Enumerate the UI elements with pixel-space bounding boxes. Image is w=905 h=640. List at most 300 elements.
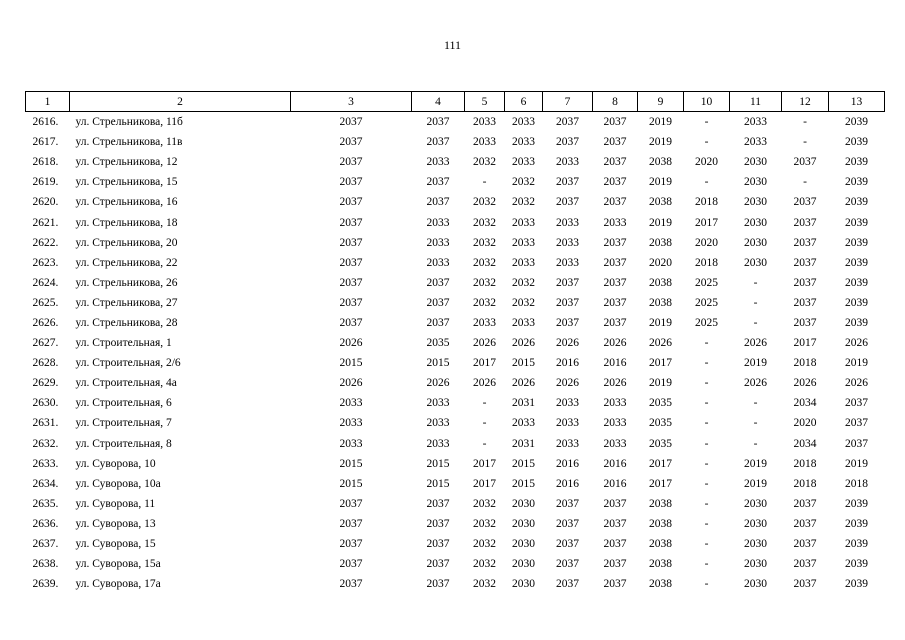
year-cell: 2037 — [793, 216, 817, 229]
year-cell: 2016 — [603, 477, 627, 490]
year-cell: 2037 — [603, 538, 627, 551]
year-cell: - — [704, 397, 709, 410]
row-number-cell: 2627. — [32, 337, 59, 350]
year-cell: 2038 — [649, 497, 672, 510]
year-cell: 2025 — [695, 296, 718, 309]
year-cell: 2026 — [603, 337, 627, 350]
row-number-cell: 2633. — [32, 457, 59, 470]
table-row — [26, 313, 885, 333]
year-cell: 2039 — [845, 136, 868, 149]
address-cell: ул. Строительная, 1 — [75, 337, 172, 350]
year-cell: 2030 — [744, 196, 767, 209]
year-cell: 2037 — [339, 176, 363, 189]
year-cell: 2032 — [473, 216, 496, 229]
year-cell: - — [704, 417, 709, 430]
year-cell: 2037 — [556, 196, 579, 209]
year-cell: 2037 — [426, 316, 450, 329]
column-header-1: 1 — [26, 92, 70, 112]
year-cell: 2018 — [695, 196, 718, 209]
address-cell: ул. Стрельникова, 20 — [75, 236, 178, 249]
year-cell: 2016 — [603, 357, 627, 370]
year-cell: 2039 — [845, 578, 868, 591]
year-cell: 2020 — [695, 156, 718, 169]
year-cell: 2019 — [744, 357, 767, 370]
year-cell: 2037 — [339, 216, 363, 229]
year-cell: 2033 — [512, 236, 535, 249]
year-cell: 2037 — [426, 558, 450, 571]
year-cell: 2037 — [339, 136, 363, 149]
year-cell: 2037 — [339, 276, 363, 289]
year-cell: - — [482, 417, 487, 430]
table-row — [26, 253, 885, 273]
year-cell: 2037 — [603, 136, 627, 149]
table-row — [26, 514, 885, 534]
row-number-cell: 2630. — [32, 397, 59, 410]
row-number-cell: 2623. — [32, 256, 59, 269]
year-cell: 2030 — [744, 497, 767, 510]
year-cell: 2037 — [339, 517, 363, 530]
year-cell: 2037 — [793, 256, 817, 269]
year-cell: 2015 — [339, 357, 363, 370]
row-number-cell: 2638. — [32, 558, 59, 571]
year-cell: 2033 — [426, 437, 450, 450]
table-row — [26, 534, 885, 554]
address-cell: ул. Суворова, 10а — [75, 477, 161, 490]
year-cell: 2037 — [339, 296, 363, 309]
year-cell: 2032 — [473, 578, 496, 591]
year-cell: 2037 — [339, 256, 363, 269]
year-cell: 2033 — [512, 256, 535, 269]
table-row — [26, 373, 885, 393]
year-cell: 2037 — [556, 316, 579, 329]
column-header-12: 12 — [782, 92, 829, 112]
year-cell: 2016 — [556, 477, 579, 490]
year-cell: - — [753, 417, 758, 430]
year-cell: 2037 — [793, 316, 817, 329]
year-cell: 2030 — [512, 538, 535, 551]
year-cell: 2032 — [473, 296, 496, 309]
year-cell: - — [704, 437, 709, 450]
address-cell: ул. Стрельникова, 11в — [75, 136, 183, 149]
year-cell: 2037 — [793, 236, 817, 249]
year-cell: 2025 — [695, 316, 718, 329]
year-cell: 2017 — [793, 337, 817, 350]
year-cell: 2037 — [339, 578, 363, 591]
year-cell: 2037 — [426, 116, 450, 129]
table-row — [26, 393, 885, 413]
year-cell: - — [482, 437, 487, 450]
year-cell: 2033 — [512, 156, 535, 169]
year-cell: 2037 — [603, 296, 627, 309]
year-cell: 2033 — [426, 216, 450, 229]
year-cell: 2039 — [845, 196, 868, 209]
column-header-9: 9 — [638, 92, 684, 112]
year-cell: 2033 — [744, 136, 767, 149]
column-header-4: 4 — [412, 92, 465, 112]
year-cell: 2037 — [339, 497, 363, 510]
year-cell: 2037 — [845, 397, 868, 410]
year-cell: 2037 — [556, 578, 579, 591]
row-number-cell: 2634. — [32, 477, 59, 490]
year-cell: 2019 — [845, 457, 868, 470]
year-cell: 2039 — [845, 316, 868, 329]
address-cell: ул. Стрельникова, 12 — [75, 156, 178, 169]
year-cell: 2038 — [649, 296, 672, 309]
year-cell: 2032 — [512, 176, 535, 189]
year-cell: 2019 — [744, 477, 767, 490]
table-row — [26, 574, 885, 594]
year-cell: 2015 — [512, 357, 535, 370]
year-cell: 2037 — [603, 558, 627, 571]
year-cell: 2037 — [603, 517, 627, 530]
year-cell: 2018 — [845, 477, 868, 490]
year-cell: 2015 — [339, 457, 363, 470]
address-cell: ул. Стрельникова, 16 — [75, 196, 178, 209]
year-cell: 2016 — [556, 357, 579, 370]
year-cell: 2018 — [793, 357, 817, 370]
year-cell: 2033 — [512, 316, 535, 329]
year-cell: 2026 — [744, 377, 767, 390]
year-cell: 2026 — [339, 377, 363, 390]
row-number-cell: 2620. — [32, 196, 59, 209]
year-cell: 2033 — [556, 216, 579, 229]
year-cell: 2015 — [512, 477, 535, 490]
year-cell: 2017 — [473, 477, 496, 490]
column-header-6: 6 — [505, 92, 543, 112]
year-cell: 2032 — [473, 256, 496, 269]
year-cell: 2037 — [339, 558, 363, 571]
year-cell: 2033 — [744, 116, 767, 129]
year-cell: 2032 — [473, 517, 496, 530]
year-cell: 2026 — [556, 337, 579, 350]
year-cell: 2032 — [473, 236, 496, 249]
year-cell: 2017 — [649, 477, 672, 490]
table-row — [26, 172, 885, 192]
table-row — [26, 233, 885, 253]
row-number-cell: 2618. — [32, 156, 59, 169]
table-row — [26, 494, 885, 514]
table-row — [26, 474, 885, 494]
year-cell: 2039 — [845, 256, 868, 269]
address-cell: ул. Стрельникова, 18 — [75, 216, 178, 229]
year-cell: 2015 — [426, 477, 450, 490]
housing-repair-schedule-table — [25, 91, 885, 594]
year-cell: 2037 — [793, 558, 817, 571]
year-cell: 2033 — [339, 417, 363, 430]
year-cell: - — [704, 357, 709, 370]
table-row — [26, 434, 885, 454]
row-number-cell: 2635. — [32, 497, 59, 510]
year-cell: 2039 — [845, 538, 868, 551]
year-cell: 2032 — [473, 156, 496, 169]
year-cell: - — [753, 276, 758, 289]
table-row — [26, 353, 885, 373]
year-cell: 2019 — [649, 216, 672, 229]
year-cell: 2037 — [556, 296, 579, 309]
year-cell: - — [704, 337, 709, 350]
year-cell: 2037 — [603, 497, 627, 510]
year-cell: 2026 — [426, 377, 450, 390]
year-cell: 2033 — [473, 136, 496, 149]
table-row — [26, 212, 885, 232]
year-cell: 2033 — [556, 437, 579, 450]
address-cell: ул. Суворова, 13 — [75, 517, 156, 530]
row-number-cell: 2631. — [32, 417, 59, 430]
year-cell: 2033 — [556, 156, 579, 169]
row-number-cell: 2622. — [32, 236, 59, 249]
year-cell: 2038 — [649, 236, 672, 249]
year-cell: 2033 — [512, 136, 535, 149]
year-cell: 2017 — [695, 216, 718, 229]
year-cell: 2035 — [426, 337, 450, 350]
year-cell: 2031 — [512, 437, 535, 450]
year-cell: 2026 — [649, 337, 672, 350]
year-cell: 2032 — [512, 276, 535, 289]
year-cell: 2018 — [695, 256, 718, 269]
year-cell: 2020 — [695, 236, 718, 249]
year-cell: 2019 — [649, 136, 672, 149]
table-row — [26, 554, 885, 574]
year-cell: 2037 — [339, 538, 363, 551]
year-cell: 2025 — [695, 276, 718, 289]
year-cell: 2032 — [512, 296, 535, 309]
table-row — [26, 413, 885, 433]
year-cell: 2026 — [744, 337, 767, 350]
year-cell: - — [704, 457, 709, 470]
year-cell: 2019 — [649, 116, 672, 129]
year-cell: 2019 — [649, 176, 672, 189]
year-cell: 2017 — [473, 357, 496, 370]
year-cell: 2026 — [845, 337, 868, 350]
year-cell: 2033 — [339, 397, 363, 410]
year-cell: - — [704, 578, 709, 591]
year-cell: 2037 — [426, 276, 450, 289]
year-cell: 2037 — [793, 497, 817, 510]
year-cell: 2038 — [649, 517, 672, 530]
year-cell: 2033 — [426, 417, 450, 430]
year-cell: 2030 — [744, 156, 767, 169]
year-cell: 2033 — [556, 417, 579, 430]
year-cell: 2030 — [744, 256, 767, 269]
year-cell: 2031 — [512, 397, 535, 410]
address-cell: ул. Суворова, 15 — [75, 538, 156, 551]
year-cell: - — [482, 397, 487, 410]
year-cell: 2033 — [556, 397, 579, 410]
year-cell: 2033 — [603, 397, 627, 410]
year-cell: 2037 — [426, 176, 450, 189]
year-cell: 2033 — [473, 116, 496, 129]
year-cell: 2015 — [512, 457, 535, 470]
year-cell: 2030 — [744, 538, 767, 551]
address-cell: ул. Стрельникова, 27 — [75, 296, 178, 309]
address-cell: ул. Суворова, 15а — [75, 558, 161, 571]
year-cell: - — [704, 136, 709, 149]
year-cell: 2039 — [845, 497, 868, 510]
year-cell: 2032 — [512, 196, 535, 209]
year-cell: 2037 — [603, 196, 627, 209]
table-row — [26, 293, 885, 313]
year-cell: 2039 — [845, 116, 868, 129]
year-cell: 2037 — [603, 578, 627, 591]
year-cell: 2033 — [339, 437, 363, 450]
year-cell: 2030 — [512, 578, 535, 591]
column-header-3: 3 — [291, 92, 412, 112]
year-cell: 2030 — [744, 176, 767, 189]
year-cell: 2026 — [512, 377, 535, 390]
year-cell: 2039 — [845, 558, 868, 571]
year-cell: 2037 — [793, 196, 817, 209]
year-cell: 2035 — [649, 397, 672, 410]
page-number: 111 — [443, 38, 462, 52]
row-number-cell: 2637. — [32, 538, 59, 551]
year-cell: 2033 — [603, 417, 627, 430]
year-cell: - — [753, 316, 758, 329]
address-cell: ул. Строительная, 8 — [75, 437, 172, 450]
year-cell: 2017 — [473, 457, 496, 470]
year-cell: 2038 — [649, 276, 672, 289]
year-cell: 2033 — [473, 316, 496, 329]
year-cell: 2037 — [556, 136, 579, 149]
year-cell: 2039 — [845, 236, 868, 249]
year-cell: 2033 — [426, 256, 450, 269]
year-cell: 2037 — [339, 156, 363, 169]
table-row — [26, 132, 885, 152]
year-cell: 2037 — [603, 116, 627, 129]
year-cell: 2030 — [744, 578, 767, 591]
address-cell: ул. Стрельникова, 22 — [75, 256, 178, 269]
row-number-cell: 2619. — [32, 176, 59, 189]
row-number-cell: 2616. — [32, 116, 59, 129]
year-cell: 2032 — [473, 276, 496, 289]
year-cell: 2019 — [744, 457, 767, 470]
year-cell: 2037 — [339, 196, 363, 209]
row-number-cell: 2636. — [32, 517, 59, 530]
year-cell: 2030 — [744, 236, 767, 249]
year-cell: 2037 — [603, 276, 627, 289]
year-cell: 2037 — [426, 517, 450, 530]
year-cell: 2026 — [512, 337, 535, 350]
year-cell: 2026 — [845, 377, 868, 390]
year-cell: 2038 — [649, 156, 672, 169]
year-cell: 2018 — [793, 477, 817, 490]
year-cell: 2033 — [556, 236, 579, 249]
year-cell: 2020 — [793, 417, 817, 430]
year-cell: 2039 — [845, 216, 868, 229]
year-cell: - — [753, 397, 758, 410]
year-cell: 2037 — [845, 417, 868, 430]
column-header-10: 10 — [684, 92, 730, 112]
year-cell: 2033 — [512, 417, 535, 430]
table-row — [26, 273, 885, 293]
year-cell: 2037 — [603, 256, 627, 269]
column-header-8: 8 — [593, 92, 638, 112]
address-cell: ул. Стрельникова, 15 — [75, 176, 178, 189]
year-cell: 2016 — [603, 457, 627, 470]
column-header-13: 13 — [829, 92, 885, 112]
year-cell: 2032 — [473, 538, 496, 551]
row-number-cell: 2626. — [32, 316, 59, 329]
year-cell: 2037 — [603, 316, 627, 329]
table-row — [26, 112, 885, 133]
year-cell: 2033 — [512, 116, 535, 129]
table-row — [26, 152, 885, 172]
year-cell: 2017 — [649, 457, 672, 470]
year-cell: 2026 — [473, 337, 496, 350]
year-cell: 2037 — [339, 236, 363, 249]
year-cell: 2032 — [473, 196, 496, 209]
row-number-cell: 2621. — [32, 216, 59, 229]
column-header-7: 7 — [543, 92, 593, 112]
year-cell: 2037 — [426, 578, 450, 591]
year-cell: 2037 — [339, 316, 363, 329]
row-number-cell: 2639. — [32, 578, 59, 591]
column-header-11: 11 — [730, 92, 782, 112]
address-cell: ул. Строительная, 4а — [75, 377, 177, 390]
year-cell: 2037 — [845, 437, 868, 450]
year-cell: 2038 — [649, 558, 672, 571]
year-cell: 2035 — [649, 437, 672, 450]
year-cell: 2037 — [793, 276, 817, 289]
year-cell: 2016 — [556, 457, 579, 470]
year-cell: 2039 — [845, 276, 868, 289]
year-cell: - — [753, 437, 758, 450]
year-cell: - — [704, 497, 709, 510]
year-cell: - — [704, 176, 709, 189]
year-cell: 2037 — [556, 517, 579, 530]
address-cell: ул. Суворова, 17а — [75, 578, 161, 591]
year-cell: 2033 — [556, 256, 579, 269]
year-cell: 2037 — [426, 196, 450, 209]
year-cell: - — [704, 517, 709, 530]
year-cell: 2026 — [556, 377, 579, 390]
address-cell: ул. Суворова, 11 — [75, 497, 156, 510]
year-cell: 2034 — [793, 437, 817, 450]
year-cell: 2020 — [649, 256, 672, 269]
year-cell: 2015 — [426, 457, 450, 470]
year-cell: 2015 — [426, 357, 450, 370]
year-cell: 2037 — [556, 497, 579, 510]
year-cell: 2032 — [473, 497, 496, 510]
address-cell: ул. Строительная, 2/6 — [75, 357, 181, 370]
year-cell: 2019 — [845, 357, 868, 370]
year-cell: 2026 — [793, 377, 817, 390]
row-number-cell: 2632. — [32, 437, 59, 450]
table-row — [26, 333, 885, 353]
year-cell: 2038 — [649, 196, 672, 209]
year-cell: 2037 — [793, 538, 817, 551]
year-cell: 2037 — [556, 538, 579, 551]
year-cell: 2037 — [793, 517, 817, 530]
year-cell: 2032 — [473, 558, 496, 571]
year-cell: 2037 — [339, 116, 363, 129]
year-cell: 2030 — [512, 497, 535, 510]
year-cell: 2037 — [556, 558, 579, 571]
row-number-cell: 2624. — [32, 276, 59, 289]
year-cell: 2033 — [426, 156, 450, 169]
row-number-cell: 2628. — [32, 357, 59, 370]
year-cell: 2026 — [603, 377, 627, 390]
year-cell: - — [704, 477, 709, 490]
address-cell: ул. Суворова, 10 — [75, 457, 156, 470]
year-cell: 2015 — [339, 477, 363, 490]
year-cell: 2037 — [793, 156, 817, 169]
table-header-row — [26, 92, 885, 112]
year-cell: 2018 — [793, 457, 817, 470]
address-cell: ул. Строительная, 6 — [75, 397, 172, 410]
year-cell: 2039 — [845, 176, 868, 189]
year-cell: 2017 — [649, 357, 672, 370]
year-cell: 2038 — [649, 538, 672, 551]
